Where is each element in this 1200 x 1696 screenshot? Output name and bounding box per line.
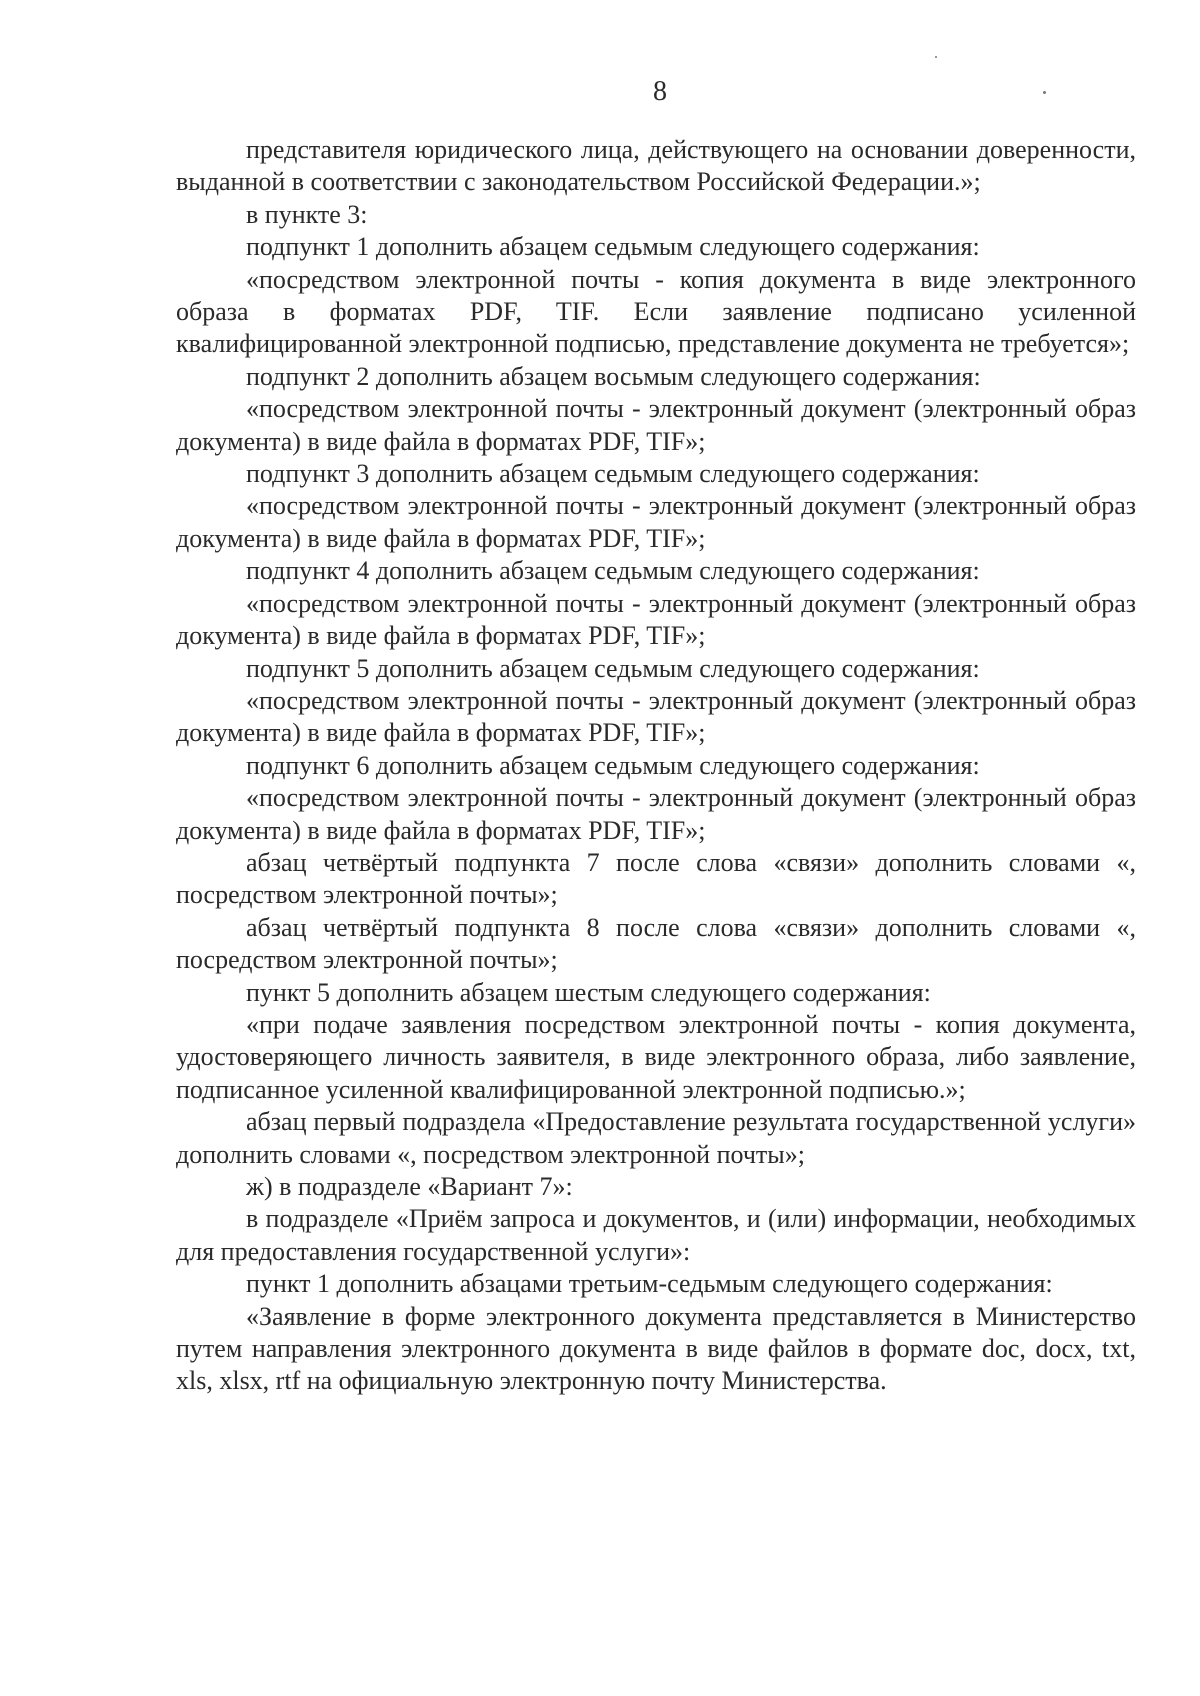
scan-speck [935, 56, 937, 58]
paragraph: «посредством электронной почты - электронный документ (электронный образ документа) в виде файла в форматах PDF, TIF»; [176, 588, 1136, 651]
paragraph: абзац первый подраздела «Предоставление результата государственной услуги» дополнить словами «, посредством электронной почты»; [176, 1107, 1136, 1169]
paragraph: подпункт 5 дополнить абзацем седьмым следующего содержания: [246, 653, 980, 683]
scan-speck [1043, 91, 1046, 94]
paragraph: подпункт 2 дополнить абзацем восьмым следующего содержания: [246, 361, 981, 391]
paragraph: в подразделе «Приём запроса и документов, и (или) информации, необходимых для предоставления государственной услуги»: [176, 1204, 1136, 1266]
paragraph: подпункт 4 дополнить абзацем седьмым следующего содержания: [246, 556, 980, 586]
paragraph: подпункт 3 дополнить абзацем седьмым следующего содержания: [246, 459, 980, 489]
page-number: 8 [653, 76, 667, 107]
paragraph: в пункте 3: [246, 199, 368, 229]
paragraph: «посредством электронной почты - копия документа в виде электронного образа в форматах PDF, TIF. Если заявление подписано усиленной квалифицированной электронной подписью, представление документа не требуется»; [176, 264, 1136, 359]
document-body [176, 134, 1136, 1398]
paragraph: «посредством электронной почты - электронный документ (электронный образ документа) в виде файла в форматах PDF, TIF»; [176, 783, 1136, 845]
paragraph: подпункт 6 дополнить абзацем седьмым следующего содержания: [246, 750, 980, 780]
paragraph: «при подаче заявления посредством электронной почты - копия документа, удостоверяющего личность заявителя, в виде электронного образа, либо заявление, подписанное усиленной квалифицированной электронной подписью.»; [176, 1009, 1136, 1104]
paragraph: подпункт 1 дополнить абзацем седьмым следующего содержания: [246, 232, 980, 262]
paragraph: абзац четвёртый подпункта 8 после слова «связи» дополнить словами «, посредством электронной почты»; [176, 912, 1136, 975]
paragraph: пункт 1 дополнить абзацами третьим-седьмым следующего содержания: [246, 1269, 1053, 1299]
paragraph: «посредством электронной почты - электронный документ (электронный образ документа) в виде файла в форматах PDF, TIF»; [176, 394, 1136, 456]
paragraph: «посредством электронной почты - электронный документ (электронный образ документа) в виде файла в форматах PDF, TIF»; [176, 685, 1136, 748]
paragraph: пункт 5 дополнить абзацем шестым следующего содержания: [246, 977, 931, 1007]
paragraph: ж) в подразделе «Вариант 7»: [246, 1172, 573, 1201]
paragraph: абзац четвёртый подпункта 7 после слова «связи» дополнить словами «, посредством электронной почты»; [176, 847, 1136, 910]
paragraph: «посредством электронной почты - электронный документ (электронный образ документа) в виде файла в форматах PDF, TIF»; [176, 491, 1136, 553]
paragraph: представителя юридического лица, действующего на основании доверенности, выданной в соответствии с законодательством Российской Федерации.»; [176, 135, 1136, 197]
paragraph: «Заявление в форме электронного документа представляется в Министерство путем направления электронного документа в виде файлов в формате doc, docx, txt, xls, xlsx, rtf на официальную электронную почту Министерства. [176, 1301, 1136, 1396]
